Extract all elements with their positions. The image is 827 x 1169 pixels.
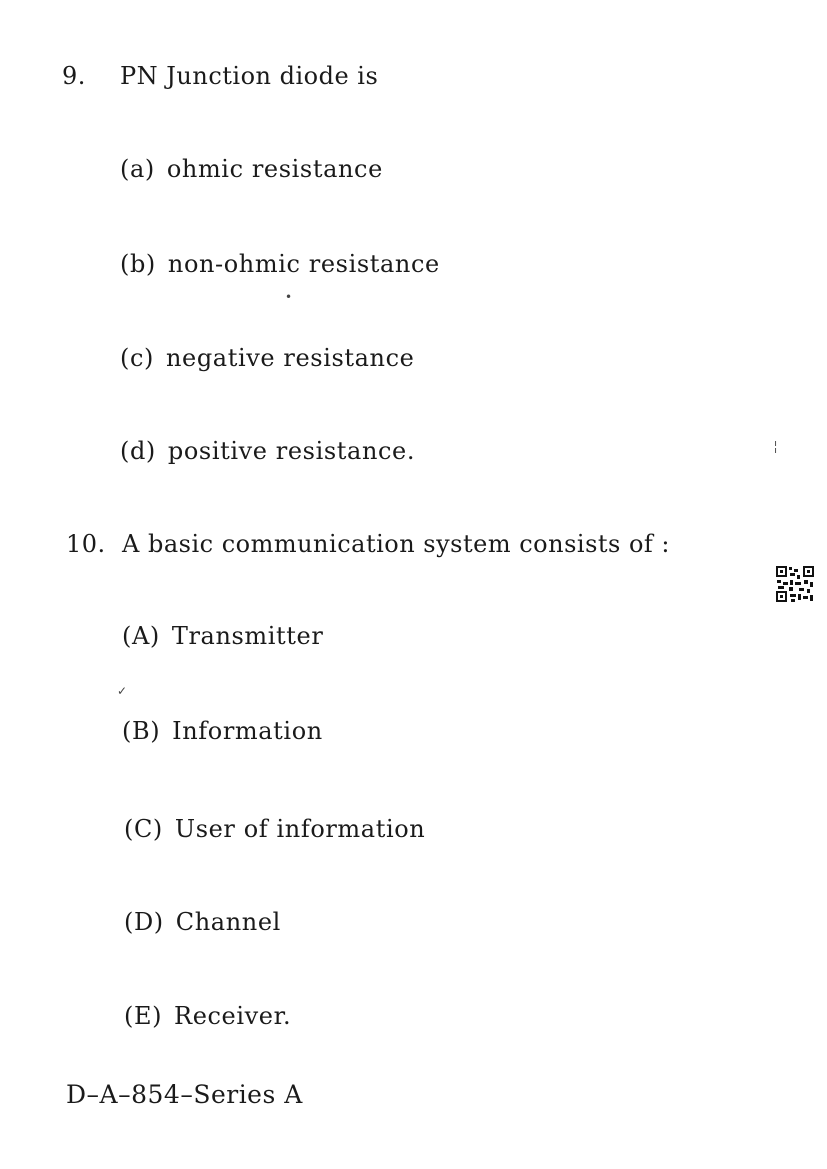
option-10e bbox=[124, 1002, 291, 1030]
paper-code: D–A–854–Series A bbox=[66, 1080, 303, 1109]
option-10d bbox=[124, 908, 281, 936]
question-10 bbox=[66, 530, 670, 558]
tick-mark: ✓ bbox=[117, 684, 128, 698]
option-10c bbox=[124, 815, 425, 843]
option-text: Receiver. bbox=[174, 1002, 292, 1030]
option-10a bbox=[122, 622, 323, 650]
option-text: Channel bbox=[175, 908, 281, 936]
question-number: 10. bbox=[66, 530, 106, 558]
option-label: (a) bbox=[120, 155, 155, 183]
question-text: A basic communication system consists of : bbox=[122, 530, 671, 558]
option-label: (E) bbox=[124, 1002, 163, 1030]
qr-code-icon bbox=[775, 565, 815, 603]
option-label: (C) bbox=[124, 815, 163, 843]
option-label: (D) bbox=[124, 908, 164, 936]
option-10b bbox=[122, 717, 323, 745]
option-label: (A) bbox=[122, 622, 160, 650]
option-label: (c) bbox=[120, 344, 154, 372]
option-text: User of information bbox=[174, 815, 426, 843]
option-9d bbox=[120, 437, 415, 465]
option-text: Transmitter bbox=[171, 622, 324, 650]
question-number: 9. bbox=[62, 62, 86, 90]
option-9a bbox=[120, 155, 383, 183]
option-label: (b) bbox=[120, 250, 156, 278]
option-text: negative resistance bbox=[165, 344, 415, 372]
scan-mark: ╎ bbox=[772, 440, 780, 454]
option-text: Information bbox=[172, 717, 323, 745]
option-9b bbox=[120, 250, 440, 278]
option-text: ohmic resistance bbox=[166, 155, 383, 183]
option-label: (B) bbox=[122, 717, 161, 745]
scan-mark: • bbox=[285, 290, 293, 304]
option-label: (d) bbox=[120, 437, 156, 465]
question-text: PN Junction diode is bbox=[120, 62, 379, 90]
option-9c bbox=[120, 344, 414, 372]
question-9 bbox=[62, 62, 378, 90]
option-text: positive resistance. bbox=[167, 437, 416, 465]
option-text: non-ohmic resistance bbox=[167, 250, 440, 278]
